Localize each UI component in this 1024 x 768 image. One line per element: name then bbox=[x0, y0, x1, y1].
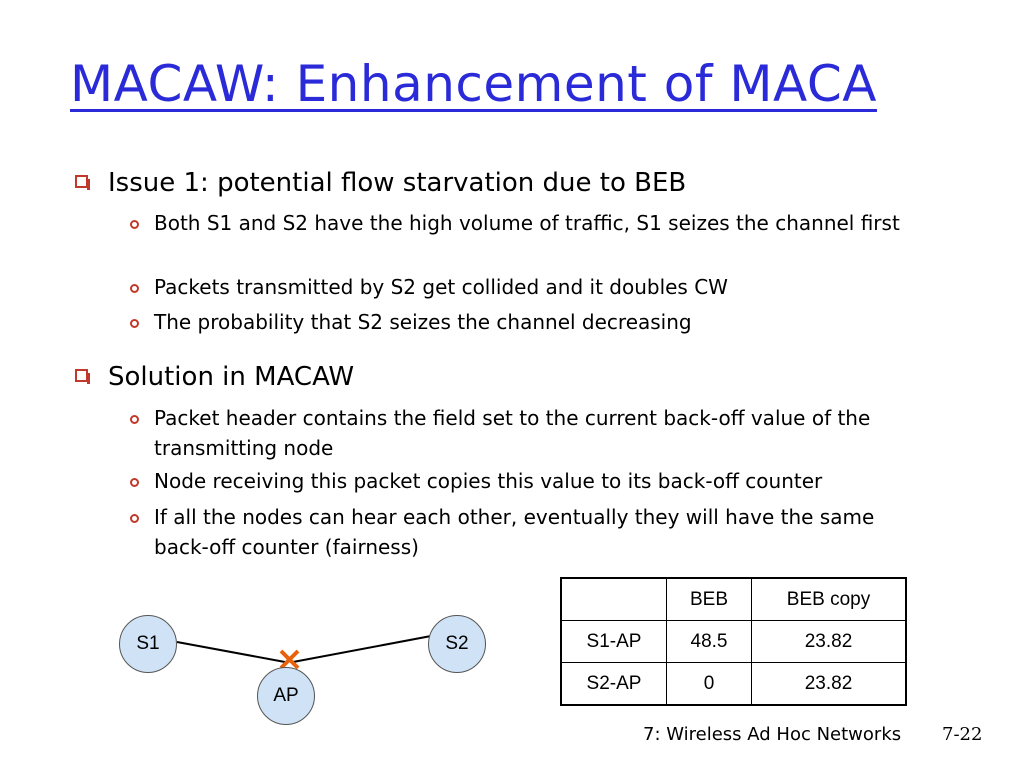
table-cell: 23.82 bbox=[752, 663, 907, 706]
sub-bullet-text: Both S1 and S2 have the high volume of traffic, S1 seizes the channel first bbox=[154, 211, 900, 235]
sub-bullet-text: Node receiving this packet copies this value to its back-off counter bbox=[154, 469, 823, 493]
table-cell: BEB bbox=[667, 578, 752, 621]
table-cell: BEB copy bbox=[752, 578, 907, 621]
slide-title: MACAW: Enhancement of MACA bbox=[70, 55, 877, 113]
sub-bullet-text: If all the nodes can hear each other, eventually they will have the same back-off counter (fairness) bbox=[154, 505, 875, 559]
table-cell: 48.5 bbox=[667, 621, 752, 663]
sub-bullet-text: Packet header contains the field set to the current back-off value of the transmitting node bbox=[154, 406, 871, 460]
collision-icon bbox=[281, 651, 298, 668]
table-row bbox=[561, 663, 906, 706]
node-s2: S2 bbox=[428, 615, 486, 673]
table-cell bbox=[561, 578, 667, 621]
node-s1: S1 bbox=[119, 615, 177, 673]
table-cell: 0 bbox=[667, 663, 752, 706]
footer-label: 7: Wireless Ad Hoc Networks bbox=[643, 724, 902, 745]
sub-bullet-text: Packets transmitted by S2 get collided and it doubles CW bbox=[154, 275, 728, 299]
bullet-text: Issue 1: potential flow starvation due to BEB bbox=[108, 168, 687, 198]
page-number: 7-22 bbox=[942, 724, 983, 745]
table-header-row bbox=[561, 578, 906, 621]
link-s2-ap bbox=[293, 636, 431, 662]
bullet-text: Solution in MACAW bbox=[108, 362, 355, 392]
table-row bbox=[561, 621, 906, 663]
results-table bbox=[560, 577, 907, 706]
table-cell: S2-AP bbox=[561, 663, 667, 706]
table-cell: 23.82 bbox=[752, 621, 907, 663]
sub-bullet-text: The probability that S2 seizes the channel decreasing bbox=[154, 310, 692, 334]
link-s1-ap bbox=[177, 642, 285, 662]
node-ap: AP bbox=[257, 667, 315, 725]
table-cell: S1-AP bbox=[561, 621, 667, 663]
